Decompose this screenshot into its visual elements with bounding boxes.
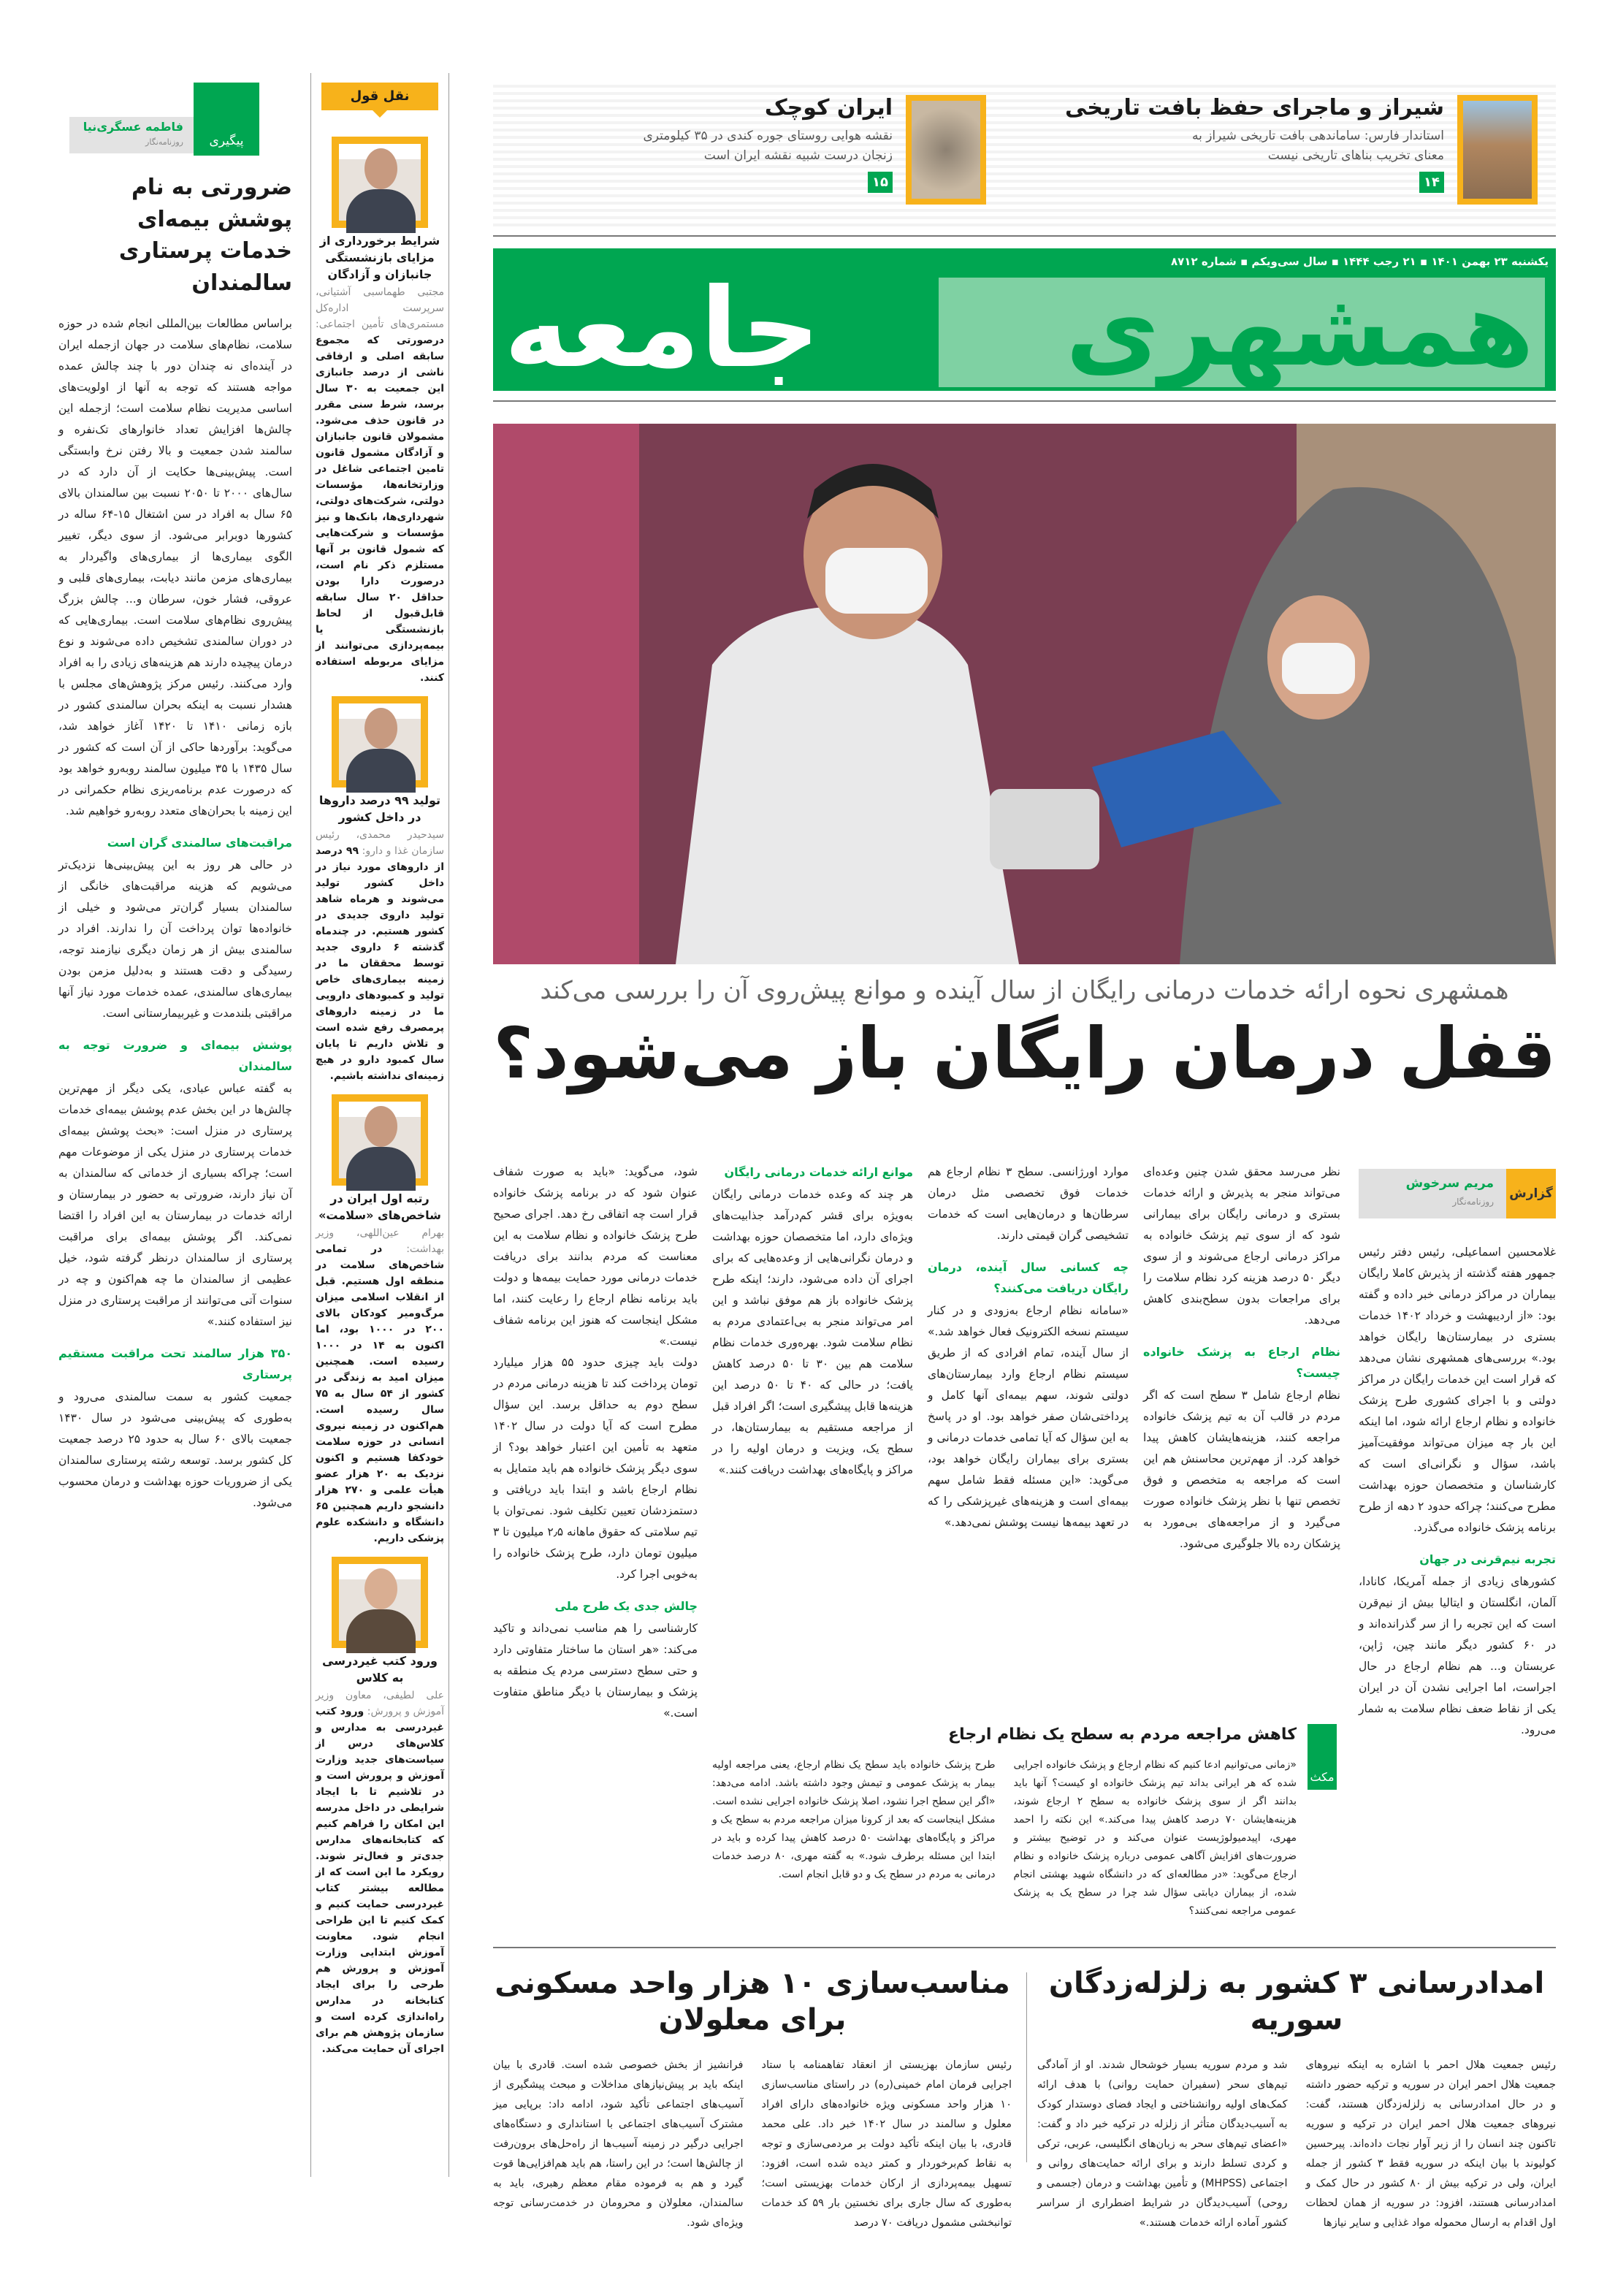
teaser-title: شیراز و ماجرای حفظ بافت تاریخی: [1064, 95, 1444, 121]
paragraph: هر چند که وعده خدمات درمانی رایگان به‌ویژه برای قشر کم‌درآمد جذابیت‌های ویژه‌ای دارد، اما متخصصان حوزه بهداشت و درمان نگرانی‌هایی از وعده‌هایی که برای اجرای آن داده می‌شود، دارند؛ اینکه طرح پزشک خانواده باز هم موفق نباشد و این امر می‌تواند منجر به بی‌اعتمادی مردم به نظام سلامت شود. بهره‌وری خدمات نظام سلامت هم بین ۳۰ تا ۵۰ درصد کاهش یافت؛ در حالی که ۴۰ تا ۵۰ درصد این هزینه‌ها قابل پیشگیری است؛ اگر افراد قبل از مراجعه مستقیم به بیمارستان‌ها، در سطح یک، ویزیت و درمان اولیه را در مراکز و پایگاه‌های بهداشت دریافت کنند.»: [712, 1188, 913, 1476]
author-name: مریم سرخوش: [1405, 1176, 1494, 1191]
teaser-band: [493, 80, 1556, 226]
subhead: چالش جدی یک طرح ملی: [554, 1599, 698, 1613]
issue-date: یکشنبه ۲۳ بهمن ۱۴۰۱ ▪ ۲۱ رجب ۱۴۴۴ ▪ سال سی‌ویکم ▪ شماره ۸۷۱۲: [1170, 255, 1549, 268]
paragraph: طرح پزشک خانواده باید سطح یک نظام ارجاع، یعنی مراجعه اولیه بیمار به پزشک عمومی و تیمش وجود داشته باشد. ادامه می‌دهد: «اگر این سطح اجرا نشود، اصلا پزشک خانواده اجرایی نشده است. مشکل اینجاست که بعد از کرونا میزان مراجعه مردم به سطح یک و مراکز و پایگاه‌های بهداشت ۵۰ درصد کاهش پیدا کرده و باید در ابتدا این مسئله برطرف شود.» به گفته مهری، ۸۰ درصد خدمات درمانی به مردم در سطح یک و دو قابل انجام است.: [712, 1759, 996, 1880]
quote-text: درصورتی که مجموع سابقه اصلی و ارفاقی ناشی از درصد جانبازی این جمعیت به ۳۰ سال برسد، شرط سنی مقرر در قانون حذف می‌شود. مشمولان قانون جانبازان و آزادگان مشمول قانون تامین اجتماعی شاغل در وزارتخانه‌ها، مؤسسات دولتی، شرکت‌های دولتی، شهرداری‌ها، بانک‌ها و نیز مؤسسات و شرکت‌هایی که شمول قانون بر آنها مستلزم ذکر نام است، درصورت دارا بودن حداقل ۲۰ سال سابقه قابل‌قبول از لحاظ بازنشستگی یا بیمه‌پردازی می‌توانند از مزایای مربوطه استفاده کنند.: [316, 335, 445, 684]
section-tag-pause: مکث: [1308, 1724, 1337, 1790]
side-article-body: [58, 313, 292, 1514]
section-logo: جامعه: [504, 265, 820, 392]
section-tag-report: گزارش: [1506, 1169, 1556, 1218]
article-column: [712, 1162, 913, 1702]
paragraph: نظام ارجاع شامل ۳ سطح است که اگر مردم در قالب آن به تیم پزشک خانواده مراجعه کنند، هزینه‌هایشان کاهش پیدا خواهد کرد. از مهم‌ترین محاسنش هم این است که مراجعه به متخصص و فوق تخصص تنها با نظر پزشک خانواده صورت می‌گیرد و از مراجعه‌های بی‌مورد به پزشکان رده بالا جلوگیری می‌شود.: [1143, 1389, 1340, 1550]
side-article: [58, 172, 292, 2181]
quote-item: [316, 232, 444, 686]
portrait-photo: [332, 137, 428, 228]
article-title: مناسب‌سازی ۱۰ هزار واحد مسکونی برای معلولان: [495, 1967, 1010, 2037]
article-column: [1359, 1242, 1556, 1736]
paragraph: کارشناسی را هم مناسب نمی‌داند و تاکید می‌کند: «هر استان ما ساختار متفاوتی دارد و حتی سطح دسترسی مردم یک منطقه به پزشک و بیمارستان با دیگر مناطق متفاوت است.»: [493, 1622, 698, 1720]
article-column: [493, 1162, 698, 1921]
section-tag-followup: پیگیری: [194, 83, 259, 156]
quote-source: علی لطیفی، معاون وزیر آموزش و پرورش:: [316, 1690, 444, 1717]
paragraph: شد و مردم سوریه بسیار خوشحال شدند. او از آمادگی تیم‌های سحر (سفیران حمایت روانی) با هدف ارائه کمک‌های اولیه روانشناختی و ایجاد فضای دوستدار کودک به آسیب‌دیدگان متأثر از زلزله در ترکیه خبر داد و گفت: «اعضای تیم‌های سحر به زبان‌های انگلیسی، عربی، ترکی و کردی تسلط دارند و برای ارائه حمایت‌های روانی و اجتماعی (MHPSS) و تأمین بهداشت و درمان (جسمی و روحی) آسیب‌دیدگان در شرایط اضطراری از سراسر کشور آماده ارائه خدمات هستند.»: [1037, 2059, 1288, 2229]
divider: [493, 400, 1556, 402]
quote-source: سیدحیدر محمدی، رئیس سازمان غذا و دارو:: [316, 829, 445, 857]
teaser-thumbnail: [906, 95, 986, 205]
main-headline-wrap: [493, 1012, 1556, 1096]
teaser-summary: نقشه هوایی روستای جوره کندی در ۳۵ کیلومتری زنجان درست شبیه نقشه ایران است: [643, 129, 893, 164]
author-byline: [69, 117, 194, 153]
masthead: [493, 248, 1556, 391]
portrait-photo: [332, 1094, 428, 1186]
lead-photo: [493, 424, 1556, 964]
quote-item: [316, 1652, 444, 2057]
quote-section-tag: نقل قول: [321, 83, 438, 110]
paragraph: فرانشیز از بخش خصوصی شده است. قادری با بیان اینکه باید بر پیش‌نیازهای مداخلات و مبحث پیشگیری از آسیب‌های اجتماعی تأکید شود، ادامه داد: برپایی میز مشترک آسیب‌های اجتماعی با استانداری و دستگاه‌های اجرایی درگیر در زمینه آسیب‌ها از راه‌حل‌های برون‌رفت از چالش‌ها است؛ در این راستا، هم باید هم‌افزایی‌ها قوت گیرد و هم به فرموده مقام معظم رهبری، باید به سالمندان، معلولان و محرومان در خدمت‌رسانی توجه ویژه‌ای شود.: [493, 2059, 744, 2229]
subhead: چه کسانی سال آینده، درمان رایگان دریافت می‌کنند؟: [928, 1260, 1129, 1295]
portrait-photo: [332, 1557, 428, 1648]
page-number-badge: ۱۵: [868, 172, 893, 193]
quote-title: رتبه اول ایران در شاخص‌های «سلامت»: [318, 1191, 441, 1222]
paragraph: براساس مطالعات بین‌المللی انجام شده در حوزه سلامت، نظام‌های سلامت در جهان ازجمله ایران در آینده‌ای نه چندان دور با چند چالش عمده مواجه هستند که توجه به آنها از اولویت‌های اساسی مدیریت نظام سلامت است؛ ازجمله این چالش‌ها افزایش تعداد خانوارهای تک‌نفره و سالمند شدن جمعیت و بالا رفتن نرخ وابستگی است. پیش‌بینی‌ها حکایت از آن دارد که در سال‌های ۲۰۰۰ تا ۲۰۵۰ نسبت بین سالمندان بالای ۶۵ سال به افراد در سن اشتغال ۱۵-۶۴ ساله در کشورها دوبرابر می‌شود. از سوی دیگر، تغییر الگوی بیماری‌ها از بیماری‌های واگیردار به بیماری‌های مزمن مانند دیابت، بیماری‌های قلبی و عروقی، فشار خون، سرطان و... چالش بزرگ پیش‌روی نظام‌های سلامت است. بیماری‌هایی که در دوران سالمندی تشخیص داده می‌شوند و نوع درمان پیچیده دارند هم هزینه‌های زیادی را به افراد وارد می‌کنند. رئیس مرکز پژوهش‌های مجلس با هشدار نسبت به اینکه بحران سالمندی کشور در بازه زمانی ۱۴۱۰ تا ۱۴۲۰ آغاز خواهد شد، می‌گوید: برآوردها حاکی از آن است که کشور در سال ۱۴۳۵ با ۳۵ میلیون سالمند روبه‌رو خواهد بود که درصورت عدم برنامه‌ریزی نظام حکمرانی در این زمینه با بحران‌های متعدد روبه‌رو خواهیم شد.: [58, 317, 293, 817]
quote-source: بهرام عین‌اللهی، وزیر بهداشت:: [316, 1227, 444, 1255]
quote-title: تولید ۹۹ درصد داروها در داخل کشور: [318, 793, 441, 824]
article-column: [1143, 1162, 1340, 1709]
newspaper-logo: همشهری: [1065, 270, 1534, 389]
teaser-thumbnail: [1457, 95, 1538, 205]
bottom-article-housing: [493, 1965, 1012, 2229]
paragraph: نظر می‌رسد محقق شدن چنین وعده‌ای می‌تواند منجر به پذیرش و ارائه خدمات بستری و درمانی رایگان برای بیمارانی شود که از سوی تیم پزشک خانواده به مراکز درمانی ارجاع می‌شوند و از سوی دیگر ۵۰ درصد هزینه کرد نظام سلامت را برای مراجعات بدون سطح‌بندی کاهش می‌دهد.: [1143, 1165, 1340, 1327]
divider: [493, 235, 1556, 237]
teaser-shiraz[interactable]: [1065, 95, 1538, 205]
headline-kicker-wrap: [493, 975, 1556, 1006]
quote-title: ورود کتب غیردرسی به کلاس: [322, 1654, 438, 1685]
paragraph: جمعیت کشور به سمت سالمندی می‌رود و به‌طوری که پیش‌بینی می‌شود در سال ۱۴۳۰ جمعیت بالای ۶۰ سال به حدود ۲۵ درصد جمعیت کل کشور برسد. توسعه رشته پرستاری سالمندان یکی از ضروریات حوزه بهداشت و درمان محسوب می‌شود.: [58, 1390, 292, 1509]
paragraph: «زمانی می‌توانیم ادعا کنیم که نظام ارجاع و پزشک خانواده اجرایی شده که هر ایرانی بداند تیم پزشک خانواده او کیست؟ آنها باید بدانند اگر از سوی پزشک خانواده به سطح ۲ ارجاع شوند، هزینه‌هایشان ۷۰ درصد کاهش پیدا می‌کند.» این نکته را احمد مهری، اپیدمیولوژیست عنوان می‌کند و در توضیح بیشتر و ضرورت‌های افزایش آگاهی عمومی درباره پزشک خانواده و نظام ارجاع می‌گوید: «در مطالعه‌ای که در دانشگاه شهید بهشتی انجام شده، از بیماران دیابتی سؤال شد چرا در سطح یک به پزشک عمومی مراجعه نمی‌کنند؟: [1013, 1759, 1297, 1917]
paragraph: غلامحسین اسماعیلی، رئیس دفتر رئیس جمهور هفته گذشته از پذیرش کاملا رایگان بیماران در مراکز درمانی خبر داده و گفته بود: «از اردیبهشت و خرداد ۱۴۰۲ خدمات بستری در بیمارستان‌ها رایگان خواهد بود.» بررسی‌های همشهری نشان می‌دهد که قرار است این خدمات رایگان در مراکز دولتی و با اجرای کشوری طرح پزشک خانواده و نظام ارجاع ارائه شود، اما اینکه این بار چه میزان می‌تواند موفقیت‌آمیز باشد، سؤال و نگرانی‌ای است که کارشناسان و متخصصان حوزه بهداشت مطرح می‌کنند؛ چراکه حدود ۲ دهه از طرح برنامه پزشک خانواده می‌گذرد.: [1359, 1246, 1556, 1534]
subhead: مراقبت‌های سالمندی گران است: [107, 836, 292, 850]
quote-title: شرایط برخورداری از مزایای بازنشستگی جانبازان و آزادگان: [319, 234, 440, 281]
article-title: امدادرسانی ۳ کشور به زلزله‌زدگان سوریه: [1048, 1967, 1545, 2037]
quote-text: ۹۹ درصد از داروهای مورد نیاز در داخل کشور تولید می‌شوند و هرماه شاهد تولید داروی جدیدی در کشور هستیم. در چندماه گذشته ۶ داروی جدید توسط محققان ما در زمینه بیماری‌های خاص تولید و کمبودهای دارویی ما در زمینه داروهای پرمصرف رفع شده است و تلاش داریم تا پایان سال کمبود دارو در هیچ زمینه‌ای نداشته باشیم.: [316, 845, 444, 1082]
subhead: پوشش بیمه‌ای و ضرورت توجه به سالمندان: [58, 1038, 292, 1073]
paragraph: موارد اورژانسی. سطح ۳ نظام ارجاع هم خدمات فوق تخصصی مثل درمان سرطان‌ها و درمان‌هایی است که خدمات تشخیصی گران قیمتی دارند.: [928, 1165, 1129, 1242]
article-column: [928, 1162, 1129, 1702]
portrait-photo: [332, 696, 428, 787]
paragraph: رئیس جمعیت هلال احمر با اشاره به اینکه نیروهای جمعیت هلال احمر ایران در سوریه و ترکیه حضور داشته و در حال امدادرسانی به زلزله‌زدگان هستند، گفت: نیروهای جمعیت هلال احمر ایران در ترکیه و سوریه تاکنون چند انسان را از زیر آوار نجات داده‌اند. پیرحسین کولیوند با بیان اینکه در سوریه فقط ۳ کشور از جمله ایران، ولی در ترکیه بیش از ۸۰ کشور در حال کمک و امدادرسانی هستند، افزود: در سوریه از همان لحظات اول اقدام به ارسال محموله مواد غذایی و سایر نیازها: [1305, 2059, 1556, 2229]
subhead: تجربه نیم‌قرنی در جهان: [1419, 1552, 1556, 1566]
headline-kicker: همشهری نحوه ارائه خدمات درمانی رایگان از سال آینده و موانع پیش‌روی آن را بررسی می‌کند: [540, 976, 1509, 1005]
side-article-title: ضرورتی به نام پوشش بیمه‌ای خدمات پرستاری سالمندان: [118, 175, 292, 296]
paragraph: کشورهای زیادی از جمله آمریکا، کانادا، آلمان، انگلستان و ایتالیا بیش از نیم‌قرن است که این تجربه را از سر گذرانده‌اند و در ۶۰ کشور دیگر مانند چین، ژاپن، عربستان و... هم نظام ارجاع در حال اجراست، اما اجرایی نشدن آن در ایران یکی از نقاط ضعف نظام سلامت به شمار می‌رود.: [1359, 1575, 1556, 1736]
main-headline: قفل درمان رایگان باز می‌شود؟: [493, 1012, 1557, 1094]
pause-box-title: کاهش مراجعه مردم به سطح یک نظام ارجاع: [948, 1725, 1297, 1744]
author-byline: [1359, 1169, 1556, 1218]
bottom-article-syria: [1037, 1965, 1556, 2229]
quote-text: در تمامی شاخص‌های سلامت در منطقه اول هستیم. قبل از انقلاب اسلامی میزان مرگ‌ومیر کودکان بالای ۲۰۰ در ۱۰۰۰ بود، اما اکنون به ۱۴ در ۱۰۰۰ رسیده است. همچنین میزان امید به زندگی در کشور از ۵۴ سال به ۷۵ سال رسیده است. هم‌اکنون در زمینه نیروی انسانی در حوزه سلامت خودکفا هستیم و اکنون نزدیک به ۲۰ هزار عضو هیأت علمی و ۲۷۰ هزار دانشجو داریم همچنین ۶۵ دانشگاه و دانشکده علوم پزشکی داریم.: [316, 1243, 444, 1544]
quote-column: [316, 83, 444, 2057]
page-number-badge: ۱۴: [1419, 172, 1444, 193]
paragraph: رئیس سازمان بهزیستی از انعقاد تفاهمنامه با ستاد اجرایی فرمان امام خمینی(ره) در راستای مناسب‌سازی ۱۰ هزار واحد مسکونی ویژه خانواده‌های دارای افراد معلول و سالمند در سال ۱۴۰۲ خبر داد. علی محمد قادری، با بیان اینکه تأکید دولت بر مردمی‌سازی و توجه به نقاط کم‌برخوردار و کمتر دیده شده است، افزود: تسهیل بیمه‌پردازی از ارکان خدمات بهزیستی است؛ به‌طوری که سال جاری برای نخستین بار ۵۹ کد خدمات توانبخشی مشمول دریافت ۷۰ درصد: [761, 2059, 1012, 2229]
divider: [1026, 1972, 1027, 2162]
paragraph: به گفته عباس عبادی، یکی دیگر از مهم‌ترین چالش‌ها در این بخش عدم پوشش بیمه‌ای خدمات پرستاری در منزل است: «بحث پوشش بیمه‌ای خدمات پرستاری در منزل یکی از موضوعات مهم است؛ چراکه بسیاری از خدماتی که سالمندان به آن نیاز دارند، ضرورتی به حضور در بیمارستان و ارائه خدمات در بیمارستان به این افراد را اقتضا نمی‌کند. اگر پوشش بیمه‌ای برای مراقبت پرستاری از سالمندان درنظر گرفته شود، خیل عظیمی از سالمندان ما چه هم‌اکنون و چه در سنوات آتی می‌توانند از مراقبت پرستاری در منزل نیز استفاده کنند.»: [58, 1082, 292, 1328]
teaser-title: ایران کوچک: [764, 95, 893, 121]
author-role: روزنامه‌نگار: [145, 137, 183, 147]
teaser-little-iran[interactable]: [630, 95, 986, 205]
paragraph: دولت باید چیزی حدود ۵۵ هزار میلیارد تومان پرداخت کند تا هزینه درمانی مردم در سطح دوم به حداقل برسد. این سؤال مطرح است که آیا دولت در سال ۱۴۰۲ متعهد به تأمین این اعتبار خواهد بود؟ از سوی دیگر پزشک خانواده هم باید متمایل به نظام ارجاع باشد و ابتدا باید دریافتی و دستمزدشان تعیین تکلیف شود. نمی‌توان با تیم سلامتی که حقوق ماهانه ۲٫۵ میلیون تا ۳ میلیون تومان دارد، طرح پزشک خانواده را به‌خوبی اجرا کرد.: [493, 1356, 698, 1581]
subhead: موانع ارائه خدمات درمانی رایگان: [724, 1165, 913, 1179]
author-name: فاطمه عسگری‌نیا: [83, 120, 183, 134]
paragraph: «سامانه نظام ارجاع به‌زودی و در کنار سیستم نسخه الکترونیک فعال خواهد شد.» از سال آینده، تمام افرادی که از طریق سیستم نظام ارجاع وارد بیمارستان‌های دولتی شوند، سهم بیمه‌ای آنها کامل و پرداختی‌شان صفر خواهد بود. او در پاسخ به این سؤال که آیا تمامی خدمات درمانی و بستری برای بیماران رایگان خواهد بود، می‌گوید: «این مسئله فقط شامل سهم بیمه‌ای است و هزینه‌های غیرپزشکی را که در تعهد بیمه‌ها نیست پوشش نمی‌دهد.»: [928, 1304, 1129, 1529]
author-role: روزنامه‌نگار: [1452, 1197, 1494, 1207]
teaser-summary: استاندار فارس: ساماندهی بافت تاریخی شیراز به معنای تخریب بناهای تاریخی نیست: [1191, 129, 1444, 164]
pause-box: [712, 1724, 1297, 1917]
quote-item: [316, 1190, 444, 1546]
paragraph: شود، می‌گوید: «باید به صورت شفاف عنوان شود که در برنامه پزشک خانواده قرار است چه اتفاقی رخ دهد. اجرای صحیح طرح پزشک خانواده و نظام سلامت به این معناست که مردم بدانند برای دریافت خدمات درمانی مورد حمایت بیمه‌ها و دولت باید برنامه نظام ارجاع را رعایت کنند، اما مشکل اینجاست که هنوز این برنامه شفاف نیست.»: [493, 1165, 698, 1348]
quote-source: مجتبی طهماسبی آشتیانی، سرپرست اداره‌کل مستمری‌های تأمین اجتماعی:: [316, 286, 444, 330]
subhead: نظام ارجاع به پزشک خانواده چیست؟: [1143, 1345, 1340, 1380]
quote-text: ورود کتب غیردرسی به مدارس و کلاس‌های درس از سیاست‌های جدید وزارت آموزش و پرورش است و در تلاشیم تا با ایجاد شرایطی در داخل مدرسه این امکان را فراهم کنیم که کتابخانه‌های مدارس جدی‌تر و فعال‌تر شوند. رویکرد ما این است که از مطالعه بیشتر کتاب غیردرسی حمایت کنیم و کمک کنیم تا این طراحی انجام شود. معاونت آموزش ابتدایی وزارت آموزش و پرورش هم طرحی را برای ایجاد کتابخانه در مدارس راه‌اندازی کرده است و سازمان پژوهش هم برای اجرای آن حمایت می‌کند.: [316, 1706, 444, 2055]
subhead: ۳۵۰ هزار سالمند تحت مراقبت مستقیم پرستاری: [58, 1346, 292, 1381]
paragraph: در حالی هر روز به این پیش‌بینی‌ها نزدیک‌تر می‌شویم که هزینه مراقبت‌های خانگی از سالمندان بسیار گران‌تر می‌شود و خیلی از خانواده‌ها توان پرداخت آن را ندارند. افراد در سالمندی بیش از هر زمان دیگری نیازمند توجه، رسیدگی و دقت هستند و به‌دلیل مزمن بودن بیماری‌های سالمندی، عمده خدمات مورد نیاز آنها مراقبتی بلندمدت و غیربیمارستانی است.: [58, 858, 292, 1020]
quote-item: [316, 792, 444, 1084]
divider: [493, 1947, 1556, 1948]
